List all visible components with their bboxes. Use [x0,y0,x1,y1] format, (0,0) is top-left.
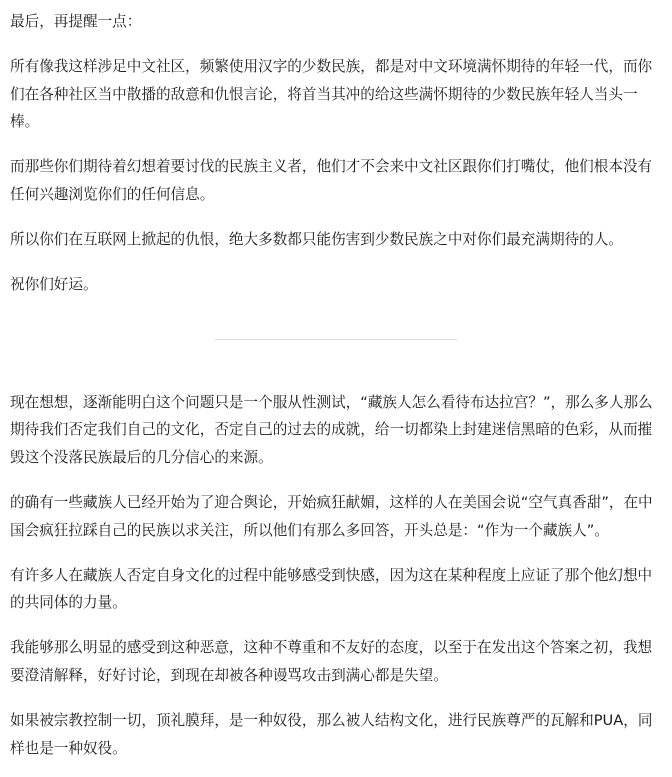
paragraph: 有许多人在藏族人否定自身文化的过程中能够感受到快感，因为这在某种程度上应证了那个他幻想中的共同体的力量。 [10,566,653,612]
paragraph: 最后，再提醒一点： [10,13,142,30]
paragraph: 我能够那么明显的感受到这种恶意，这种不尊重和不友好的态度，以至于在发出这个答案之初，我想要澄清解释，好好讨论，到现在却被各种谩骂攻击到满心都是失望。 [10,639,653,684]
paragraph: 的确有一些藏族人已经开始为了迎合舆论，开始疯狂献媚，这样的人在美国会说“空气真香甜”，在中国会疯狂拉踩自己的民族以求关注，所以他们有那么多回答，开头总是：“作为一个藏族人”。 [10,494,653,539]
paragraph: 而那些你们期待着幻想着要讨伐的民族主义者，他们才不会来中文社区跟你们打嘴仗，他们根本没有任何兴趣浏览你们的任何信息。 [10,158,653,203]
paragraph: 如果被宗教控制一切，顶礼膜拜，是一种奴役，那么被人结构文化，进行民族尊严的瓦解和PUA，同样也是一种奴役。 [10,712,653,757]
paragraph: 现在想想，逐渐能明白这个问题只是一个服从性测试，“藏族人怎么看待布达拉宫？”，那么多人那么期待我们否定我们自己的文化，否定自己的过去的成就，给一切都染上封建迷信黑暗的色彩，从而摧毁这个没落民族最后的几分信心的来源。 [10,393,653,466]
section-divider [215,339,457,340]
paragraph: 所有像我这样涉足中文社区，频繁使用汉字的少数民族，都是对中文环境满怀期待的年轻一代，而你们在各种社区当中散播的敌意和仇恨言论，将首当其冲的给这些满怀期待的少数民族年轻人当头一棒。 [10,58,653,131]
paragraph: 所以你们在互联网上掀起的仇恨，绝大多数都只能伤害到少数民族之中对你们最充满期待的人。 [10,231,623,249]
paragraph: 祝你们好运。 [10,276,98,294]
